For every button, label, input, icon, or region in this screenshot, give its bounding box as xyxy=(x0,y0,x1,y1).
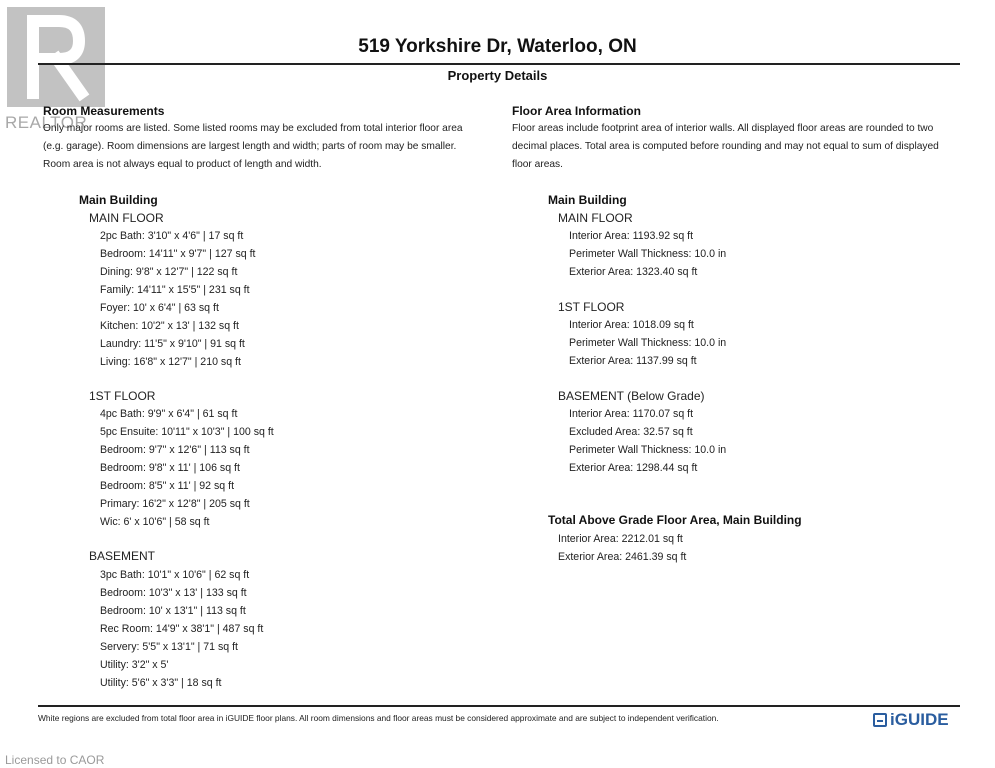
iguide-brand-text: iGUIDE xyxy=(890,710,949,729)
room-entry: Bedroom: 14'11" x 9'7" | 127 sq ft xyxy=(100,248,256,260)
area-entry: Interior Area: 1170.07 sq ft xyxy=(569,408,694,420)
area-entry: Interior Area: 1018.09 sq ft xyxy=(569,319,694,331)
room-entry: 4pc Bath: 9'9" x 6'4" | 61 sq ft xyxy=(100,408,238,420)
total-area-entry: Interior Area: 2212.01 sq ft xyxy=(558,533,683,545)
note-line: Floor areas include footprint area of interior walls. All displayed floor areas are rounded to two xyxy=(512,123,934,134)
page-subtitle: Property Details xyxy=(447,68,548,83)
area-entry: Exterior Area: 1137.99 sq ft xyxy=(569,355,697,367)
room-entry: Bedroom: 10' x 13'1" | 113 sq ft xyxy=(100,605,246,617)
footer-divider xyxy=(38,705,960,707)
room-entry: Rec Room: 14'9" x 38'1" | 487 sq ft xyxy=(100,623,264,635)
note-line: (e.g. garage). Room dimensions are largest length and width; parts of room may be smaller. xyxy=(43,141,457,152)
floor-heading-main: MAIN FLOOR xyxy=(89,211,164,225)
main-building-heading: Main Building xyxy=(79,193,158,207)
area-floor-heading-1st: 1ST FLOOR xyxy=(558,300,625,314)
room-entry: Living: 16'8" x 12'7" | 210 sq ft xyxy=(100,356,241,368)
footer-disclaimer: White regions are excluded from total floor area in iGUIDE floor plans. All room dimensions and floor areas must be considered approximate and are subject to independent verification. xyxy=(38,713,719,723)
total-area-entry: Exterior Area: 2461.39 sq ft xyxy=(558,551,687,563)
note-line: Only major rooms are listed. Some listed rooms may be excluded from total interior floor area xyxy=(43,123,463,134)
header-divider xyxy=(38,63,960,65)
area-entry: Exterior Area: 1298.44 sq ft xyxy=(569,462,698,474)
total-area-heading: Total Above Grade Floor Area, Main Building xyxy=(548,513,802,527)
room-entry: Laundry: 11'5" x 9'10" | 91 sq ft xyxy=(100,338,245,350)
area-entry: Exterior Area: 1323.40 sq ft xyxy=(569,266,698,278)
room-entry: Utility: 5'6" x 3'3" | 18 sq ft xyxy=(100,677,222,689)
realtor-logo-text: REALTOR xyxy=(5,113,88,132)
room-entry: 5pc Ensuite: 10'11" x 10'3" | 100 sq ft xyxy=(100,426,274,438)
area-floor-heading-basement: BASEMENT (Below Grade) xyxy=(558,389,705,403)
room-entry: Servery: 5'5" x 13'1" | 71 sq ft xyxy=(100,641,238,653)
iguide-logo xyxy=(873,710,949,730)
room-entry: 3pc Bath: 10'1" x 10'6" | 62 sq ft xyxy=(100,569,250,581)
floor-area-note xyxy=(512,120,939,174)
room-entry: Bedroom: 8'5" x 11' | 92 sq ft xyxy=(100,480,235,492)
area-entry: Perimeter Wall Thickness: 10.0 in xyxy=(569,248,727,260)
note-line: decimal places. Total area is computed before rounding and may not equal to sum of displayed xyxy=(512,141,939,152)
room-entry: Bedroom: 9'7" x 12'6" | 113 sq ft xyxy=(100,444,250,456)
room-entry: Foyer: 10' x 6'4" | 63 sq ft xyxy=(100,302,219,314)
floor-heading-basement: BASEMENT xyxy=(89,549,156,563)
room-entry: Family: 14'11" x 15'5" | 231 sq ft xyxy=(100,284,250,296)
room-entry: Primary: 16'2" x 12'8" | 205 sq ft xyxy=(100,498,250,510)
area-floor-heading-main: MAIN FLOOR xyxy=(558,211,633,225)
iguide-mark-icon xyxy=(873,713,887,727)
room-measurements-note xyxy=(43,120,463,174)
room-entry: Kitchen: 10'2" x 13' | 132 sq ft xyxy=(100,320,239,332)
area-entry: Perimeter Wall Thickness: 10.0 in xyxy=(569,444,727,456)
area-entry: Perimeter Wall Thickness: 10.0 in xyxy=(569,337,727,349)
room-entry: Bedroom: 10'3" x 13' | 133 sq ft xyxy=(100,587,247,599)
note-line: floor areas. xyxy=(512,159,563,170)
room-entry: 2pc Bath: 3'10" x 4'6" | 17 sq ft xyxy=(100,230,244,242)
area-entry: Excluded Area: 32.57 sq ft xyxy=(569,426,693,438)
floor-area-heading: Floor Area Information xyxy=(512,104,641,118)
room-entry: Bedroom: 9'8" x 11' | 106 sq ft xyxy=(100,462,240,474)
room-entry: Wic: 6' x 10'6" | 58 sq ft xyxy=(100,516,210,528)
page-title: 519 Yorkshire Dr, Waterloo, ON xyxy=(358,36,637,57)
floor-heading-1st: 1ST FLOOR xyxy=(89,389,156,403)
room-measurements-heading: Room Measurements xyxy=(43,104,165,118)
room-entry: Utility: 3'2" x 5' xyxy=(100,659,169,671)
area-entry: Interior Area: 1193.92 sq ft xyxy=(569,230,694,242)
room-entry: Dining: 9'8" x 12'7" | 122 sq ft xyxy=(100,266,238,278)
license-watermark: Licensed to CAOR xyxy=(5,753,105,767)
area-building-heading: Main Building xyxy=(548,193,627,207)
note-line: Room area is not always equal to product of length and width. xyxy=(43,159,322,170)
